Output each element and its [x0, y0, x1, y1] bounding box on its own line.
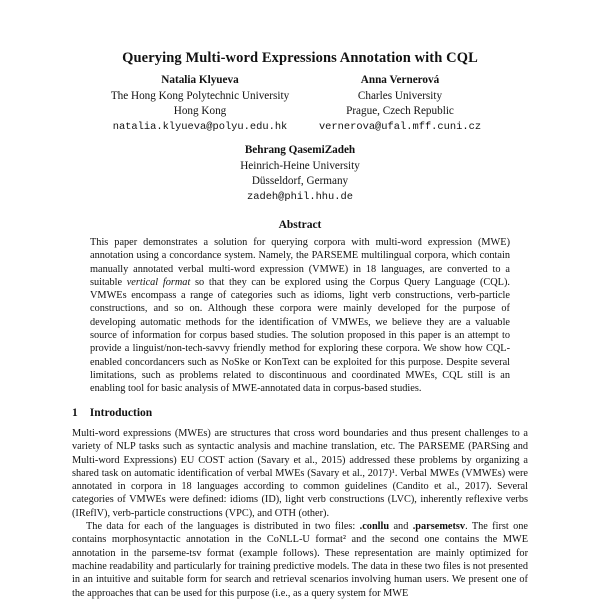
paragraph-text-part: The data for each of the languages is distributed in two files: — [86, 521, 360, 533]
abstract-heading: Abstract — [278, 219, 322, 231]
author-location: Prague, Czech Republic — [346, 105, 454, 117]
author-email: vernerova@ufal.mff.cuni.cz — [318, 120, 482, 133]
author-block-1 — [100, 73, 300, 135]
abstract-text — [90, 236, 510, 396]
introduction-body — [72, 427, 528, 600]
paper-title: Querying Multi-word Expressions Annotation with CQL — [122, 50, 478, 66]
author-name: Behrang QasemiZadeh — [244, 144, 356, 156]
paragraph: Multi-word expressions (MWEs) are structures that cross word boundaries and thus present challenges to a variety of NLP tasks such as syntactic analysis and machine translation, etc. The PARSEME (PARSing and Multi-word Expressions) EU COST action (Savary et al., 2015) addressed these problems by organizing a shared task on automatic identification of verbal MWEs (Savary et al., 2017)¹. Verbal MWEs (VMWEs) were annotated in corpora in 18 languages according to common guidelines (Candito et al., 2017). Several categories of VMWEs were defined: idioms (ID), light verb constructions (LVC), inherently reflexive verbs (IReflV), verb-particle constructions (VPC), and OTH (other). — [72, 428, 528, 519]
paragraph-text-part: . The first one contains morphosyntactic annotation in the CoNLL-U format² and the second one contains the MWE annotation in the parseme-tsv format (example follows). These representation are mainly optimized for machine readability and particularly for training predictive models. The data in these two files is not presented in an intuitive and suitable form for search and retrieval scenarios involving human users. We present one of the approaches that can be used for this purpose (i.e., as a query system for MWE — [72, 521, 528, 599]
author-location: Düsseldorf, Germany — [251, 175, 349, 187]
section-title: Introduction — [89, 407, 153, 419]
author-affiliation: Heinrich-Heine University — [240, 159, 360, 172]
file-extension-conllu: .conllu — [359, 521, 390, 533]
author-block-3 — [200, 143, 400, 205]
section-heading-introduction — [72, 407, 152, 419]
author-affiliation: Charles University — [357, 89, 443, 102]
author-location: Hong Kong — [173, 105, 227, 117]
author-affiliation: The Hong Kong Polytechnic University — [110, 89, 290, 102]
abstract-emphasis: vertical format — [126, 276, 191, 288]
abstract-text-part: This paper demonstrates a solution for querying corpora with multi-word expression (MWE) annotation using a concordance system. Namely, the PARSEME multilingual corpora, which contain manually annotated verbal multi-word expression (VMWE) in 18 languages, are converted to a suitable — [90, 237, 510, 288]
author-email: natalia.klyueva@polyu.edu.hk — [112, 120, 288, 133]
paragraph — [72, 520, 528, 600]
author-email: zadeh@phil.hhu.de — [246, 190, 353, 203]
section-number: 1 — [72, 407, 78, 419]
author-block-2 — [300, 73, 500, 135]
paragraph-text-part: and — [389, 521, 413, 533]
author-name: Anna Vernerová — [360, 74, 440, 86]
author-name: Natalia Klyueva — [161, 74, 239, 86]
file-extension-parsemetsv: .parsemetsv — [412, 521, 466, 533]
abstract-text-part: so that they can be explored using the Corpus Query Language (CQL). VMWEs encompass a range of categories such as idioms, light verb constructions, verb-particle constructions, and so on. Although these corpora were mainly developed for the purpose of developing automatic methods for the identification of VMWEs, we believe they are a valuable source of information for corpus based studies. The solution proposed in this paper is an attempt to provide a linguist/non-tech-savvy friendly method for exploring these corpora. We show how CQL-enabled concordancers such as NoSke or KonText can be exploited for this purpose. Despite several limitations, such as problems related to discontinuous and coordinated MWEs, CQL still is an enabling tool for basic analysis of MWE-annotated data in corpus-based studies. — [90, 276, 510, 395]
